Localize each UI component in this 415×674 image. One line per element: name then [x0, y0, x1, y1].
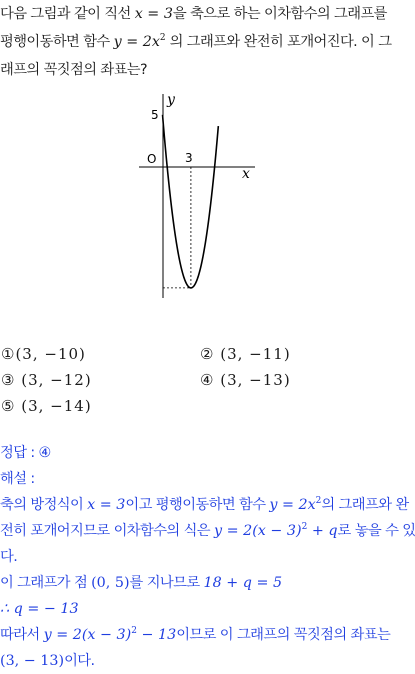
answer-label: 정답 : ④	[0, 445, 51, 461]
explanation-line-5: ∴ q = − 13	[0, 601, 79, 617]
equation-body: + q	[307, 523, 338, 539]
explanation-text: 를 지나므로	[129, 575, 200, 591]
choice-2[interactable]	[200, 340, 291, 368]
x-axis-label: x	[242, 166, 250, 182]
explanation-text: 이다.	[64, 653, 95, 669]
explanation-text: 의 그래프와 완	[321, 497, 409, 513]
point: (3, − 13)	[0, 653, 65, 669]
choice-1[interactable]	[1, 340, 86, 368]
parabola-graph	[135, 86, 255, 302]
explanation-text: 이고 평행이동하면 함수	[125, 497, 266, 513]
equation-body: y = 2x	[113, 34, 160, 50]
explanation-line-1	[0, 492, 409, 518]
solution-block	[0, 440, 415, 674]
equation-body: − 13	[136, 627, 177, 643]
equation	[44, 627, 177, 643]
origin-label: O	[147, 152, 157, 166]
choice-text: (3, −12)	[21, 371, 92, 389]
question-line-3: 래프의 꼭짓점의 좌표는?	[0, 62, 147, 78]
equation-body: y = 2(x − 3)	[43, 627, 132, 643]
question-text-segment: 의 그래프와 완전히 포개어진다. 이 그	[169, 34, 392, 50]
choice-text: (3, −10)	[15, 345, 86, 363]
question-text-segment: 다음 그림과 같이 직선	[0, 6, 131, 22]
explanation-text: 이 그래프가 점	[0, 575, 88, 591]
question-line-2	[0, 28, 400, 56]
equation	[114, 34, 166, 50]
choice-text: (3, −14)	[21, 397, 92, 415]
question-text-segment: 평행이동하면 함수	[0, 34, 110, 50]
equation	[269, 497, 321, 513]
explanation-text: 따라서	[0, 627, 40, 643]
choice-3[interactable]	[1, 366, 92, 394]
explanation-line-4	[0, 570, 400, 596]
explanation-text: 축의 방정식이	[0, 497, 84, 513]
point: (0, 5)	[91, 575, 130, 591]
choice-number: ③	[1, 371, 16, 389]
explanation-line-2	[0, 518, 415, 544]
explanation-text: 이므로 이 그래프의 꼭짓점의 좌표는	[176, 627, 391, 643]
explanation-text: 전히 포개어지므로 이차함수의 식은	[0, 523, 210, 539]
choice-text: (3, −11)	[220, 345, 291, 363]
parabola-curve	[163, 115, 219, 288]
equation: 18 + q = 5	[203, 575, 283, 591]
exponent: 2	[159, 33, 166, 43]
explanation-line-7	[0, 648, 400, 674]
equation-body: y = 2x	[269, 497, 316, 513]
choice-number: ②	[200, 345, 215, 363]
choice-number: ⑤	[1, 397, 16, 415]
equation	[214, 523, 338, 539]
choice-text: (3, −13)	[220, 371, 291, 389]
question-line-1	[0, 0, 400, 28]
equation: x = 3	[134, 6, 173, 22]
exponent: 2	[315, 496, 322, 506]
choice-5[interactable]	[1, 392, 92, 420]
choice-number: ④	[200, 371, 215, 389]
equation: x = 3	[87, 497, 126, 513]
question-text	[0, 0, 400, 84]
question-text-segment: 을 축으로 하는 이차함수의 그래프를	[172, 6, 387, 22]
equation-body: y = 2(x − 3)	[213, 523, 302, 539]
choice-number: ①	[1, 345, 16, 363]
x-tick-label: 3	[185, 151, 193, 165]
exponent: 2	[131, 626, 137, 636]
exponent: 2	[301, 522, 308, 532]
y-axis-label: y	[167, 92, 175, 108]
choice-4[interactable]	[200, 366, 291, 394]
explanation-heading: 해설 :	[0, 471, 35, 487]
explanation-line-3: 다.	[0, 549, 18, 565]
explanation-text: 로 놓을 수 있	[337, 523, 415, 539]
y-intercept-label: 5	[151, 108, 159, 122]
explanation-line-6	[0, 622, 400, 648]
